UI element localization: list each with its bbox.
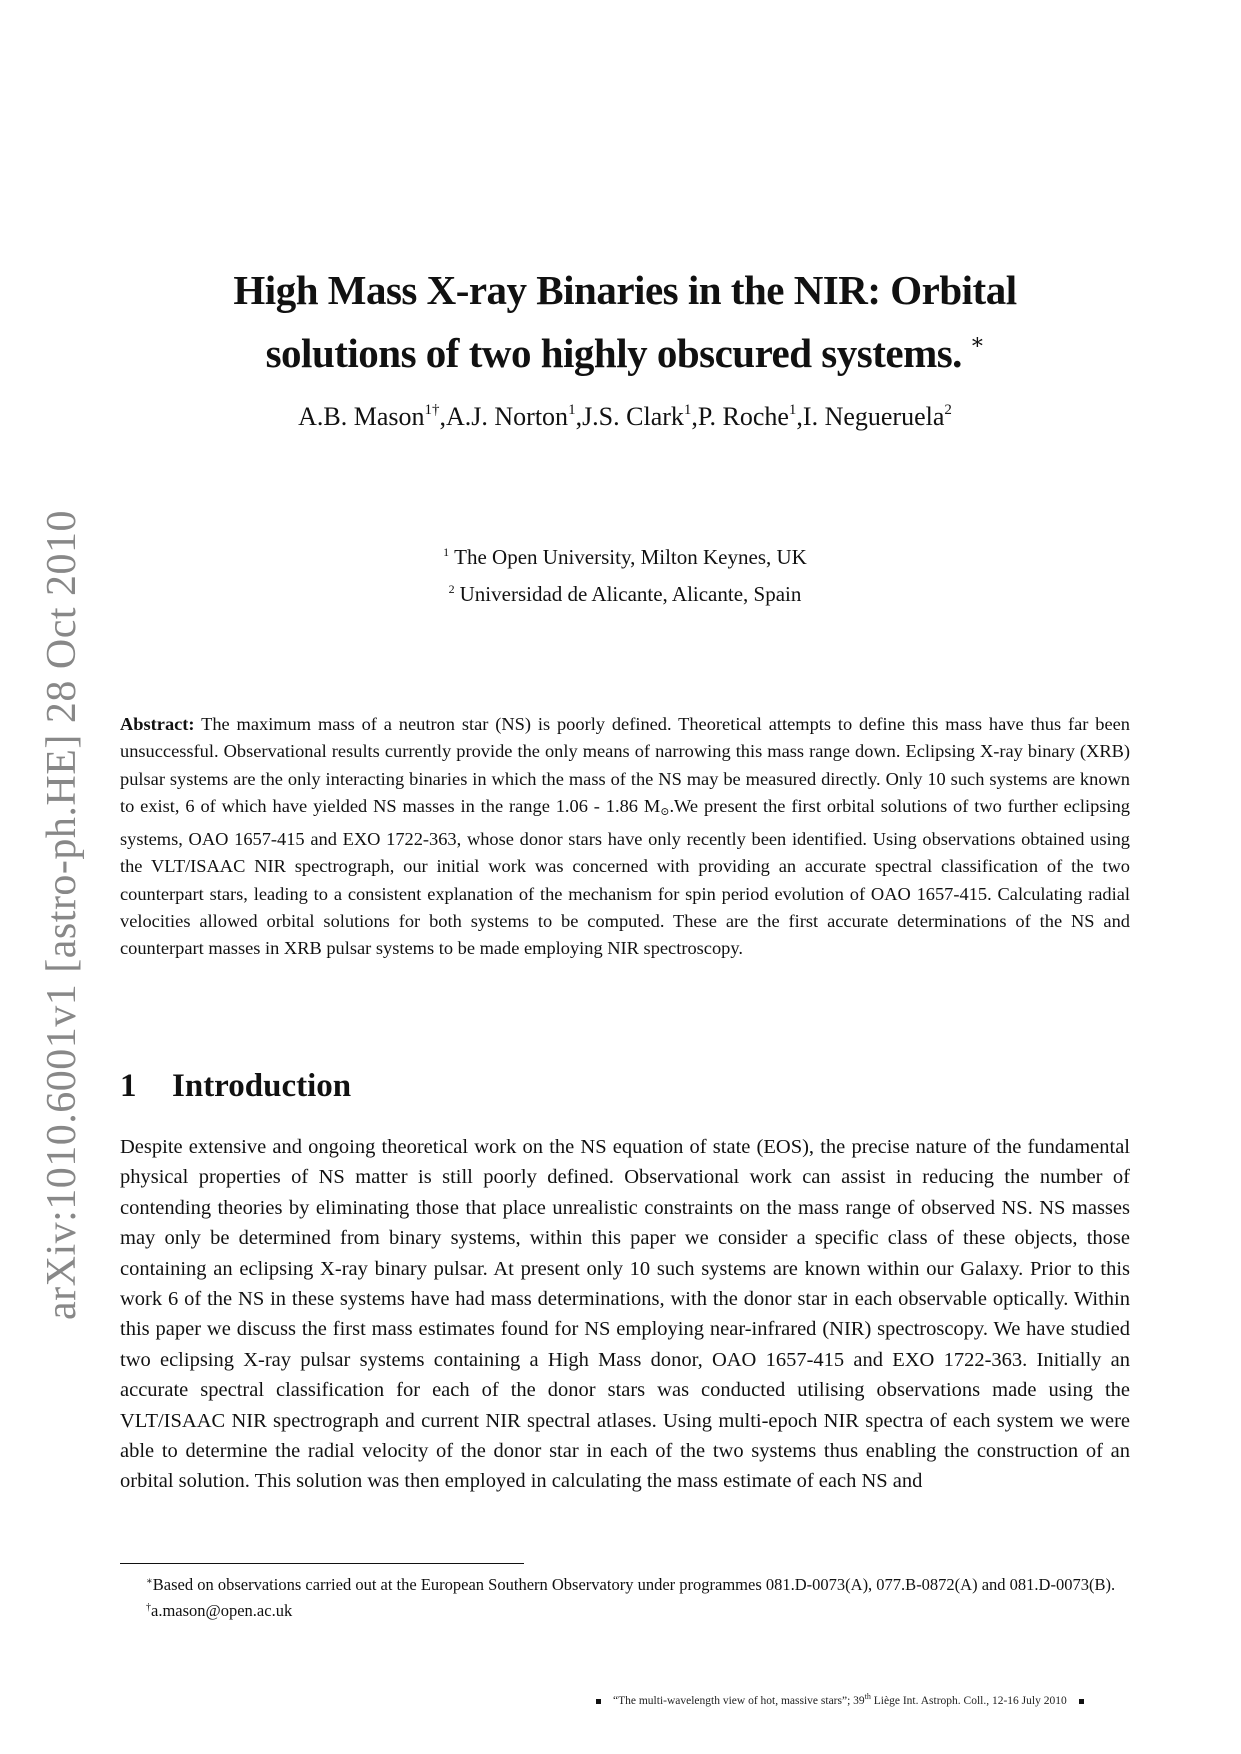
- title-line-1: High Mass X-ray Binaries in the NIR: Orbital: [233, 267, 1017, 313]
- affiliation-1: $^1$ The Open University, Milton Keynes, UK: [443, 545, 807, 569]
- arxiv-identifier-stamp: arXiv:1010.6001v1 [astro-ph.HE] 28 Oct 2010: [39, 509, 85, 1320]
- abstract: Abstract: The maximum mass of a neutron star (NS) is poorly defined. Theoretical attempts to define this mass have thus far been unsuccessful. Observational results currently provide the only means of narrowing this mass range down. Eclipsing X-ray binary (XRB) pulsar systems are the only interacting binaries in which the mass of the NS may be measured directly. Only 10 such systems are known to exist, 6 of which have yielded NS masses in the range 1.06 - 1.86 M⊙.We present the first orbital solutions of two further eclipsing systems, OAO 1657-415 and EXO 1722-363, whose donor stars have only recently been identified. Using observations obtained using the VLT/ISAAC NIR spectrograph, our initial work was concerned with providing an accurate spectral classification of the two counterpart stars, leading to a consistent explanation of the mechanism for spin period evolution of OAO 1657-415. Calculating radial velocities allowed orbital solutions for both systems to be computed. These are the first accurate determinations of the NS and counterpart masses in XRB pulsar systems to be made employing NIR spectroscopy.: [120, 714, 1130, 959]
- paper-title: [120, 264, 1130, 379]
- author-name: A.B. Mason: [298, 402, 425, 431]
- author-name: A.J. Norton: [446, 402, 569, 431]
- abstract-label: Abstract:: [120, 714, 195, 734]
- introduction-paragraph: Despite extensive and ongoing theoretical work on the NS equation of state (EOS), the precise nature of the fundamental physical properties of NS matter is still poorly defined. Observational work can assist in reducing the number of contending theories by eliminating those that place unrealistic constraints on the mass range of observed NS. NS masses may only be determined from binary systems, within this paper we consider a specific class of these objects, those containing an eclipsing X-ray binary pulsar. At present only 10 such systems are known within our Galaxy. Prior to this work 6 of the NS in these systems have had mass determinations, with the donor star in each observable optically. Within this paper we discuss the first mass estimates found for NS employing near-infrared (NIR) spectroscopy. We have studied two eclipsing X-ray pulsar systems containing a High Mass donor, OAO 1657-415 and EXO 1722-363. Initially an accurate spectral classification for each of the donor stars was conducted utilising observations made using the VLT/ISAAC NIR spectrograph and current NIR spectral atlases. Using multi-epoch NIR spectra of each system we were able to determine the radial velocity of the donor star in each of the two systems thus enabling the construction of an orbital solution. This solution was then employed in calculating the mass estimate of each NS and: [120, 1136, 1130, 1493]
- conference-footer: “The multi-wavelength view of hot, massive stars”; 39th Liège Int. Astroph. Coll., 12-16 July 2010: [584, 1692, 1096, 1707]
- author-email: a.mason@open.ac.uk: [151, 1601, 293, 1620]
- footnote-observations: ∗Based on observations carried out at the European Southern Observatory under programmes 081.D-0073(A), 077.B-0872(A) and 081.D-0073(B).: [146, 1575, 1116, 1594]
- author-list: A.B. Mason$^{1\dagger}$,A.J. Norton$^1$,J.S. Clark$^1$,P. Roche$^1$,I. Negueruela$^2$: [298, 402, 952, 431]
- section-title: Introduction: [172, 1068, 352, 1104]
- solar-mass-symbol: ⊙: [660, 805, 670, 818]
- corresponding-author-mark: †: [432, 402, 440, 418]
- section-heading: [120, 1068, 351, 1105]
- title-footnote-mark: ∗: [969, 329, 985, 354]
- title-line-2: solutions of two highly obscured systems. ∗: [265, 329, 985, 376]
- footnotes: [120, 1570, 1130, 1622]
- author-name: P. Roche: [697, 402, 789, 431]
- square-bullet-icon: [1079, 1699, 1084, 1704]
- author-name: I. Negueruela: [802, 402, 945, 431]
- footnote-divider: [120, 1563, 524, 1564]
- square-bullet-icon: [596, 1699, 601, 1704]
- section-number: 1: [120, 1068, 137, 1104]
- footnote-email: †a.mason@open.ac.uk: [146, 1601, 293, 1620]
- affiliation-2: $^2$ Universidad de Alicante, Alicante, Spain: [448, 582, 802, 606]
- author-name: J.S. Clark: [582, 402, 684, 431]
